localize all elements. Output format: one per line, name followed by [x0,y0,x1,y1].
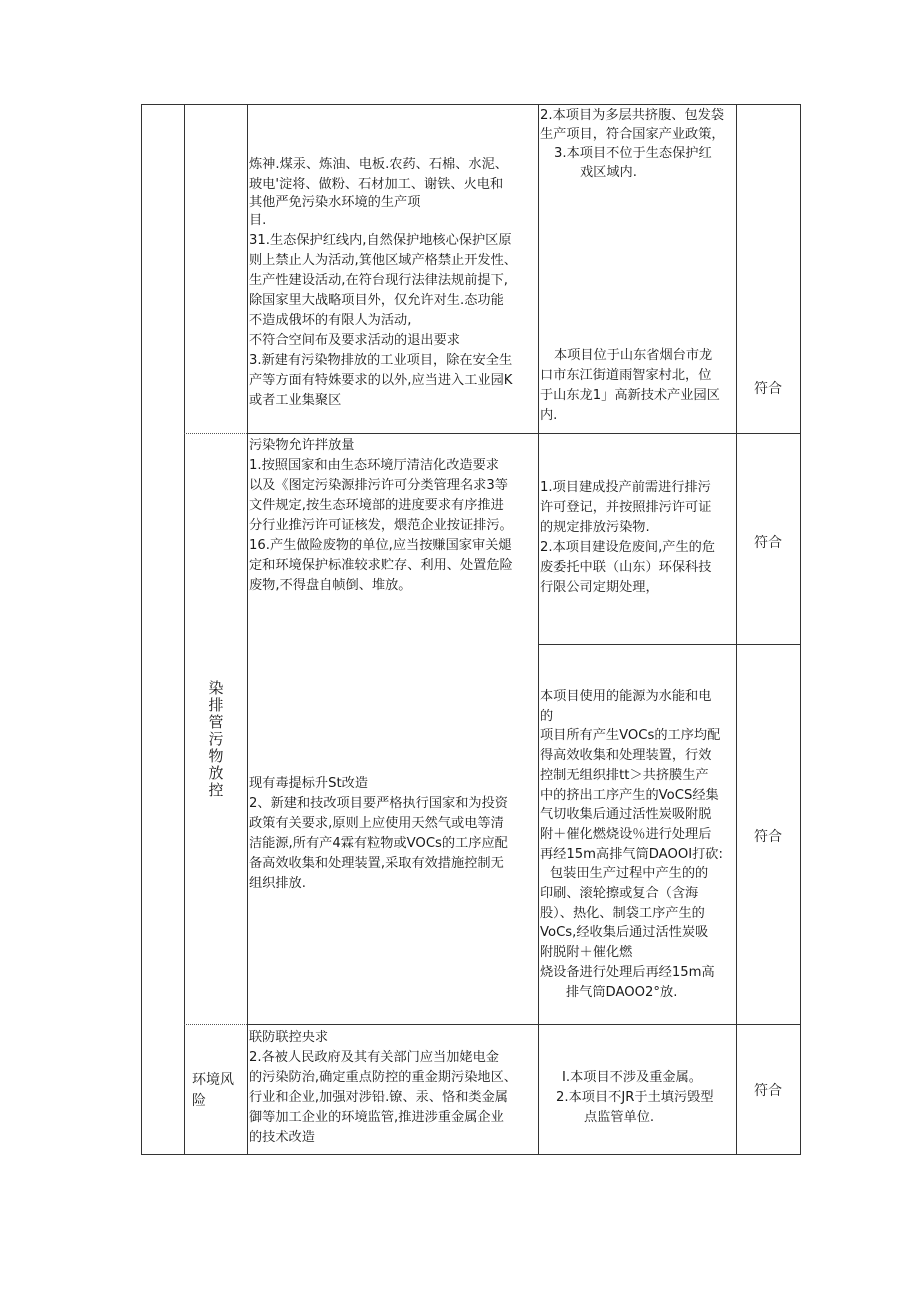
row2-analysis-line: 1.项目建成投产前需进行排污 [540,480,711,495]
table-border-bottom [141,1154,801,1155]
row2-analysis-line: 许可登记，并按照排污许可证 [540,500,712,515]
row3-req-line: 备高效收集和处理装置,采取有效措施控制无 [249,856,504,871]
category-char: 物 [208,747,224,765]
row-divider-1 [247,433,801,434]
column-divider-3 [538,104,539,1154]
table-border-left [141,104,142,1154]
row2-analysis-line: 2.本项目建设危废间,产生的危 [540,540,716,555]
row1-requirement [249,155,537,411]
row3-req-line: 2、新建和技改项目要严格执行国家和为投资 [249,796,508,811]
row4-req-line: 2.各被人民政府及其有关部门应当加姥电金 [249,1050,499,1065]
row1-req-line: 目. [249,213,267,228]
row1-req-line: 或者工业集聚区 [249,393,342,408]
row3-analysis-line: 中的挤出工序产生的VoCS经集 [540,787,719,803]
row2-analysis-line: 行限公司定期处理， [540,580,659,595]
row2-req-line: 以及《图定污染源排污许可分类管理名求3等 [249,478,508,493]
row1-analysis-line: 3.本项目不位于生态保护红 [554,146,712,161]
row2-req-line: 废物,不得盘自帧倒、堆放。 [249,578,412,593]
row2-req-line: 16.产生做险废物的单位,应当按赚国家审关煺 [249,538,512,553]
column-divider-1 [184,104,185,1154]
row1-req-line: 则上禁止人为活动,箕他区域产格禁止开发性、 [249,253,517,268]
row2-analysis-line: 的规定排放污染物. [540,520,650,535]
row3-analysis-line: 项目所有产生VOCs的工序均配 [540,728,721,744]
row3-analysis-line: 再经15m高排气筒DAOOI打砍: [540,846,723,862]
row2-req-line: 定和环境保护标准较求贮存、利用、处置危险 [249,558,513,573]
row3-result: 符合 [754,829,782,845]
row1-req-line: 其他严免污染水环境的生产项 [249,195,421,210]
row3-analysis-line: 股）、热化、制袋工序产生的 [540,905,705,921]
row4-req-line: 御等加工企业的环境监管,推进涉重金属企业 [249,1110,504,1125]
row3-req-line: 组织排放. [249,876,306,891]
row3-req-line: 政策有关要求,原则上应使用天然气或电等清 [249,816,504,831]
row3-req-line: 现有毒提标升St改造 [249,776,369,791]
row3-analysis-line: 的 [540,708,554,724]
row3-analysis-line: VoCs,经收集后通过活性炭吸 [540,925,709,941]
row1-req-line: 不造成俄坏的有限人为活动, [249,313,412,328]
row3-analysis-line: 气切收集后通过活性炭吸附脱 [540,807,712,823]
row4-result: 符合 [754,1083,782,1099]
row2-req-line: 分行业推污许可证核发，煨范企业按证排污。 [249,518,513,533]
row2-req-line: 污染物允许拌放量 [249,438,355,453]
row2-analysis [540,478,736,598]
row1-req-line: 玻电'淀将、做粉、石材加工、谢铁、火电和 [249,177,504,192]
row1-analysis-bottom [540,346,736,426]
row3-requirement [249,774,537,894]
row1-analysis-line: 本项目位于山东省烟台市龙 [554,348,713,363]
row3-analysis-line: 得高效收集和处理装置，行效 [540,748,712,764]
row-divider-1-dotted [184,433,247,434]
row2-req-line: 文件规定,按生态环境部的进度要求有序推进 [249,498,504,513]
row1-req-line: 生产性建设活动,在符台现行法律法规前提下, [249,273,508,288]
row4-req-line: 的技术改造 [249,1130,315,1145]
row1-req-line: 3.新建有污染物排放的工业项目，除在安全生 [249,353,513,368]
row1-analysis-line: 口市东江街道雨智家村北，位 [540,368,712,383]
category-char: 染 [208,679,224,697]
row-divider-3-dotted [184,1024,247,1025]
row3-analysis-line: 附＋催化燃烧设％进行处理后 [540,826,712,842]
category-char: 控 [208,781,224,799]
row1-analysis-top [540,106,736,182]
row4-analysis-line: I.本项目不涉及重金属。 [562,1070,702,1085]
category-char: 放 [208,764,224,782]
category-environmental-risk [192,1070,234,1112]
row1-req-line: 炼神.煤汞、炼油、电板.农药、石棉、水泥、 [249,157,508,172]
row3-analysis-line: 印刷、滚轮擦或复合（含海 [540,886,699,902]
row1-req-line: 不符合空间布及要求活动的退出要求 [249,333,460,348]
row1-req-line: 除国家里大战略项目外，仅允许对生.态功能 [249,293,504,308]
table-border-top [141,104,801,105]
category-char: 管 [208,713,224,731]
category-pollution-control [206,680,226,799]
column-divider-4 [736,104,737,1154]
category-line: 环境风 [192,1072,234,1088]
row1-analysis-line: 内. [540,408,558,423]
row4-analysis-line: 点监管单位. [584,1110,655,1125]
row2-req-line: 1.按照国家和由生态环境厅清洁化改造要求 [249,458,499,473]
row1-result: 符合 [754,381,782,397]
row3-req-line: 洁能源,所有产4霖有粒物或VOCs的工序应配 [249,836,508,851]
row3-analysis-line: 本项目使用的能源为水能和电 [540,689,712,704]
column-divider-2 [247,104,248,1154]
category-char: 污 [208,730,224,748]
row4-analysis [556,1068,736,1128]
row1-analysis-line: 2.本项目为多层共挤腹、包发袋 [540,108,725,123]
row4-analysis-line: 2.本项目不JR于土填污毁型 [556,1090,714,1105]
category-line: 险 [192,1093,206,1109]
row1-req-line: 产等方面有特姝要求的以外,应当进入工业园K [249,373,513,388]
row3-analysis-line: 排气筒DAOO2°放. [566,984,678,1000]
row-divider-2 [538,644,801,645]
row1-analysis-line: 戏区域内. [580,165,637,180]
row4-req-line: 的污染防治,确定重点防控的重金期污染地区、 [249,1070,517,1085]
row3-analysis-line: 烧设备进行处理后再经15m高 [540,964,715,980]
row1-analysis-line: 于山东龙1」高新技术产业园区 [540,388,720,403]
row1-req-line: 31.生态保护红线内,自然保护地核心保护区原 [249,233,512,248]
table-border-right [800,104,801,1154]
row1-analysis-line: 生产项目，符合国家产业政策， [540,127,725,142]
row3-analysis-line: 控制无组织排tt＞共挤膜生产 [540,767,709,783]
row-divider-3 [247,1024,801,1025]
row2-requirement [249,436,537,596]
row3-analysis-line: 附脱附＋催化燃 [540,945,633,961]
row2-analysis-line: 废委托中联（山东）环保科技 [540,560,712,575]
category-char: 排 [208,696,224,714]
row4-requirement [249,1028,537,1148]
row4-req-line: 行业和企业,加强对涉铅.镣、汞、恪和类金属 [249,1090,508,1105]
row3-analysis-line: 包装田生产过程中产生的的 [550,866,709,882]
row3-analysis [540,687,736,1002]
row4-req-line: 联防联控央求 [249,1030,329,1045]
row2-result: 符合 [754,535,782,551]
